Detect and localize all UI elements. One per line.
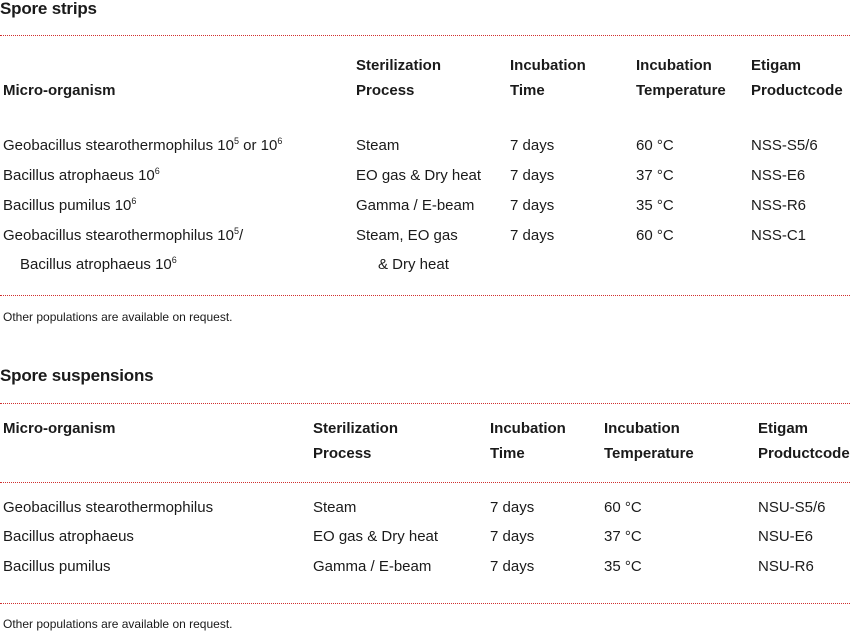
- organism-cell-line2: Bacillus atrophaeus $10^6$: [20, 255, 177, 273]
- temperature-cell: 37 °C: [636, 167, 674, 184]
- dotted-divider: [0, 35, 850, 36]
- header-temp-line1: Incubation: [604, 420, 680, 437]
- header-temp-line2: Temperature: [636, 82, 726, 99]
- header-organism: Micro-organism: [3, 82, 116, 99]
- process-cell: Steam, EO gas: [356, 227, 458, 244]
- dotted-divider: [0, 295, 850, 296]
- process-cell: Steam: [356, 137, 400, 154]
- section-title-strips: Spore strips: [0, 0, 97, 18]
- time-cell: 7 days: [490, 558, 535, 575]
- header-process-line1: Sterilization: [313, 420, 399, 437]
- productcode-cell: NSS-C1: [751, 227, 807, 244]
- time-cell: 7 days: [510, 167, 555, 184]
- process-cell-line2: & Dry heat: [378, 256, 449, 273]
- process-cell: Gamma / E-beam: [313, 558, 432, 575]
- header-process-line2: Process: [313, 445, 372, 462]
- time-cell: 7 days: [510, 197, 555, 214]
- dotted-divider: [0, 403, 850, 404]
- header-temp-line2: Temperature: [604, 445, 694, 462]
- productcode-cell: NSS-R6: [751, 197, 807, 214]
- header-process-line1: Sterilization: [356, 57, 442, 74]
- organism-cell: Geobacillus stearothermophilus $10^5$ or $10^6$: [3, 136, 283, 154]
- temperature-cell: 35 °C: [636, 197, 674, 214]
- temperature-cell: 35 °C: [604, 558, 642, 575]
- productcode-cell: NSS-E6: [751, 167, 806, 184]
- temperature-cell: 37 °C: [604, 528, 642, 545]
- productcode-cell: NSU-S5/6: [758, 499, 826, 516]
- process-cell: EO gas & Dry heat: [356, 167, 482, 184]
- footnote: Other populations are available on request.: [3, 310, 233, 324]
- time-cell: 7 days: [510, 137, 555, 154]
- temperature-cell: 60 °C: [604, 499, 642, 516]
- header-organism: Micro-organism: [3, 420, 116, 437]
- dotted-divider: [0, 603, 850, 604]
- time-cell: 7 days: [490, 528, 535, 545]
- productcode-cell: NSU-R6: [758, 558, 814, 575]
- time-cell: 7 days: [490, 499, 535, 516]
- organism-cell: Geobacillus stearothermophilus: [3, 499, 214, 516]
- temperature-cell: 60 °C: [636, 227, 674, 244]
- process-cell: Gamma / E-beam: [356, 197, 475, 214]
- header-time-line2: Time: [510, 82, 545, 99]
- header-temp-line1: Incubation: [636, 57, 712, 74]
- organism-cell: Bacillus atrophaeus $10^6$: [3, 166, 160, 184]
- organism-cell: Bacillus pumilus: [3, 558, 111, 575]
- header-code-line1: Etigam: [758, 420, 809, 437]
- header-time-line1: Incubation: [490, 420, 566, 437]
- productcode-cell: NSS-S5/6: [751, 137, 818, 154]
- organism-cell: Bacillus pumilus $10^6$: [3, 196, 137, 214]
- header-time-line1: Incubation: [510, 57, 586, 74]
- header-code-line2: Productcode: [758, 445, 850, 462]
- productcode-cell: NSU-E6: [758, 528, 814, 545]
- temperature-cell: 60 °C: [636, 137, 674, 154]
- process-cell: Steam: [313, 499, 357, 516]
- organism-cell: Geobacillus stearothermophilus $10^5/$: [3, 226, 244, 244]
- header-process-line2: Process: [356, 82, 415, 99]
- header-time-line2: Time: [490, 445, 525, 462]
- time-cell: 7 days: [510, 227, 555, 244]
- organism-cell: Bacillus atrophaeus: [3, 528, 134, 545]
- footnote: Other populations are available on request.: [3, 617, 233, 631]
- process-cell: EO gas & Dry heat: [313, 528, 439, 545]
- header-code-line2: Productcode: [751, 82, 843, 99]
- header-code-line1: Etigam: [751, 57, 802, 74]
- section-title-suspensions: Spore suspensions: [0, 366, 154, 385]
- dotted-divider: [0, 482, 850, 483]
